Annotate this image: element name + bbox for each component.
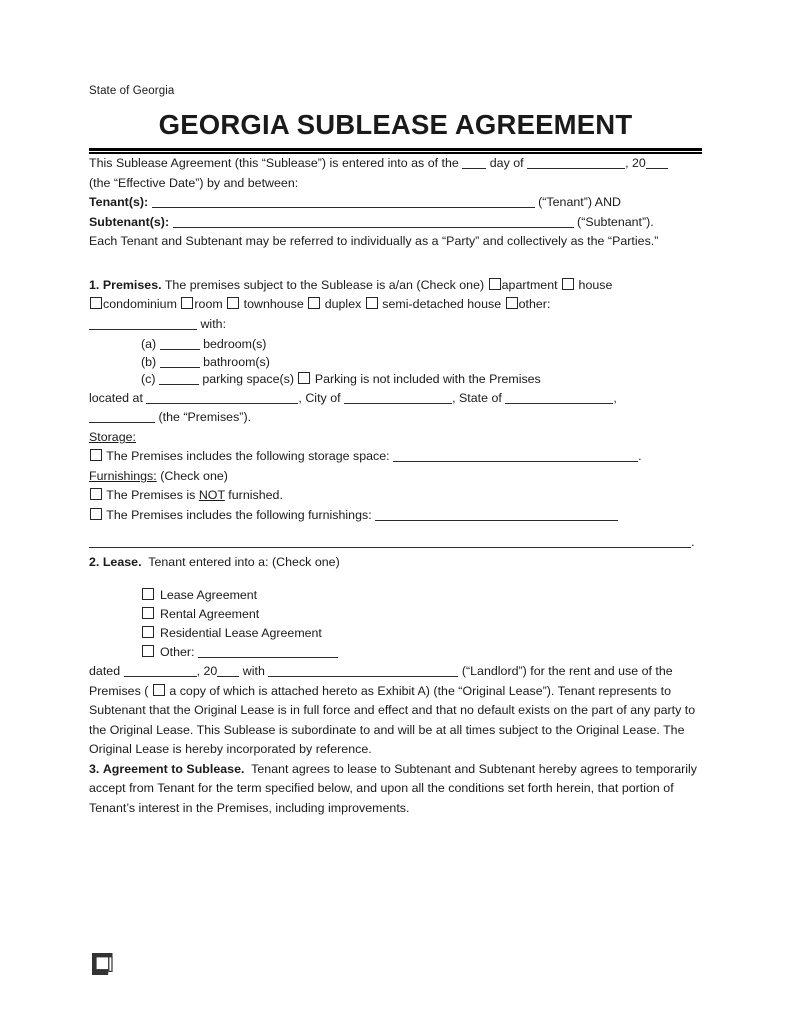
premises-other-with-line [89,315,702,335]
city-blank[interactable] [344,390,452,404]
furnishings-heading [89,467,702,487]
section-2-lead: Tenant entered into a: (Check one) [148,554,340,569]
logo-icon [92,953,113,975]
located-at-paragraph: located at , City of , State of , (the “Premises”). [89,390,617,425]
parking-note: Parking is not included with the Premises [314,372,541,387]
address-blank[interactable] [146,390,298,404]
lease-year-label: , 20 [196,664,218,679]
checkbox-semi-detached-house[interactable] [366,297,378,309]
lease-option-3-label: Other: [160,645,195,660]
state-blank[interactable] [505,390,613,404]
option-house-label: house [578,277,613,292]
section-1-number: 1. [89,277,100,292]
checkbox-not-furnished[interactable] [90,488,102,500]
checkbox-apartment[interactable] [489,278,501,290]
furnishings-blank-1[interactable] [375,507,618,521]
lease-other-blank[interactable] [198,644,338,658]
landlord-suffix: (“Landlord”) for the rent and use of the Premises ( [89,664,673,698]
option-other-label: other: [518,297,551,311]
checkbox-furnished[interactable] [90,508,102,520]
lease-year-blank[interactable] [217,663,239,677]
lease-option-2-label: Residential Lease Agreement [160,626,322,641]
furnishings-check-note: (Check one) [160,468,228,483]
option-other[interactable] [505,297,551,311]
original-lease-body: a copy of which is attached hereto as Exhibit A) (the “Original Lease”). Tenant represents to Subtenant that the Original Lease is in full force and effect and that no default exists on the part of any party to the Original Lease. This Sublease is subordinate to and will be at all times subject to the Original Lease. The Original Lease is hereby incorporated by reference. [89,683,696,757]
option-duplex[interactable] [307,297,361,311]
option-semi-detached-house-label: semi-detached house [382,297,502,311]
city-of-label: , City of [298,390,345,405]
located-at-label: located at [89,390,147,405]
furnishings-opt1-not: NOT [198,488,225,503]
subtenant-suffix: (“Subtenant”). [577,214,654,229]
state-line: State of Georgia [89,85,175,97]
checkbox-house[interactable] [562,278,574,290]
furnishings-blank-2[interactable] [89,534,691,548]
premises-tail: (the “Premises”). [155,410,252,425]
premises-count-a [141,336,702,354]
lease-option-rental-agreement[interactable] [141,605,702,624]
checkbox-rental-agreement[interactable] [142,607,154,619]
furnishings-heading-text: Furnishings: [89,468,157,483]
section-3-body: Tenant agrees to lease to Subtenant and Subtenant hereby agrees to temporarily accept from Tenant for the term specified below, and upon all the conditions set forth herein, that portion of Tenant’s interest in the Premises, including improvements. [89,761,698,815]
intro-text-4: (the “Effective Date”) by and between: [89,175,299,190]
landlord-blank[interactable] [268,663,458,677]
section-3-agreement-to-sublease [89,760,702,819]
intro-text-2: day of [486,156,528,170]
day-blank[interactable] [462,155,486,169]
storage-heading [89,428,702,448]
premises-count-b [141,354,702,372]
section-2-heading: Lease. [102,554,142,569]
checkbox-lease-other[interactable] [142,645,154,657]
checkbox-lease-agreement[interactable] [142,588,154,600]
lease-option-other[interactable] [141,643,702,662]
marker-b: (b) [141,354,157,369]
premises-options-row-2 [89,295,702,315]
legal-templates-logo [92,953,113,975]
section-2-number: 2. [89,554,100,569]
section-3-number: 3. [89,761,100,776]
bathroom-count-blank[interactable] [160,354,200,368]
checkbox-other-premises[interactable] [506,297,518,309]
checkbox-residential-lease-agreement[interactable] [142,626,154,638]
with-label-2: with [239,664,269,679]
tenant-suffix: (“Tenant”) AND [538,195,622,209]
bathroom-label: bathroom(s) [203,354,270,369]
premises-count-c [141,371,702,389]
month-blank[interactable] [527,155,625,169]
section-1-lead: The premises subject to the Sublease is a/an (Check one) [164,277,485,292]
intro-paragraph [89,154,702,193]
checkbox-condominium[interactable] [90,297,102,309]
intro-text-3: , 20 [625,156,646,170]
lease-options-list [89,586,702,662]
zip-blank[interactable] [89,409,155,423]
checkbox-townhouse[interactable] [227,297,239,309]
option-room-label: room [194,297,223,311]
option-townhouse-label: townhouse [243,297,304,311]
furnishings-opt1-b: furnished. [224,488,283,503]
bedroom-label: bedroom(s) [203,337,267,351]
storage-space-blank[interactable] [393,448,638,462]
subtenant-label: Subtenant(s): [89,214,170,229]
lease-option-1-label: Rental Agreement [160,607,260,622]
subtenant-name-blank[interactable] [173,214,574,228]
lease-option-residential-lease-agreement[interactable] [141,624,702,643]
marker-a: (a) [141,337,157,351]
furnishings-opt1-a: The Premises is [106,488,199,503]
option-room[interactable] [180,297,222,311]
storage-text: The Premises includes the following storage space: [106,449,390,464]
year-blank[interactable] [646,155,668,169]
lease-option-lease-agreement[interactable] [141,586,702,605]
option-condominium[interactable] [89,297,177,311]
page-title: GEORGIA SUBLEASE AGREEMENT [158,109,633,140]
checkbox-no-parking[interactable] [298,372,310,384]
parties-paragraph: Each Tenant and Subtenant may be referred to individually as a “Party” and collectively as the “Parties.” [89,234,659,248]
intro-text-1: This Sublease Agreement (this “Sublease”) is entered into as of the [89,156,463,170]
original-lease-paragraph [89,662,702,760]
option-condominium-label: condominium [103,297,177,311]
tenant-label: Tenant(s): [89,195,149,209]
checkbox-room[interactable] [181,297,193,309]
lease-option-0-label: Lease Agreement [160,588,258,603]
bedroom-count-blank[interactable] [160,336,200,350]
option-house[interactable] [561,278,612,292]
furnishings-option-not [89,486,702,506]
option-townhouse[interactable] [226,297,304,311]
state-of-label: , State of [452,390,506,405]
premises-counts-list [89,336,702,389]
option-apartment-label: apartment [501,277,558,292]
furnishings-opt2: The Premises includes the following furnishings: [106,507,372,522]
lease-date-blank[interactable] [124,663,197,677]
option-duplex-label: duplex [324,297,362,311]
parking-count-blank[interactable] [159,371,199,385]
storage-option: The Premises includes the following storage space: . [89,447,702,467]
tenant-name-blank[interactable] [152,194,535,208]
section-1-premises [89,276,702,296]
furnishings-option-included: The Premises includes the following furnishings: . [89,506,702,553]
checkbox-exhibit-a[interactable] [153,684,165,696]
tenant-line [89,193,702,213]
section-3-heading: Agreement to Sublease. [102,761,245,776]
checkbox-storage[interactable] [90,449,102,461]
marker-c: (c) [141,372,156,387]
storage-heading-text: Storage: [89,429,136,444]
subtenant-line [89,213,702,233]
checkbox-duplex[interactable] [308,297,320,309]
section-2-lease [89,553,702,573]
document-content [89,84,702,818]
option-semi-detached-house[interactable] [365,297,501,311]
with-label: with: [200,316,227,331]
parking-label: parking space(s) [202,372,294,387]
section-1-heading: Premises. [102,277,162,292]
dated-label: dated [89,664,124,679]
other-premises-blank[interactable] [89,316,197,330]
option-apartment[interactable] [488,278,558,292]
